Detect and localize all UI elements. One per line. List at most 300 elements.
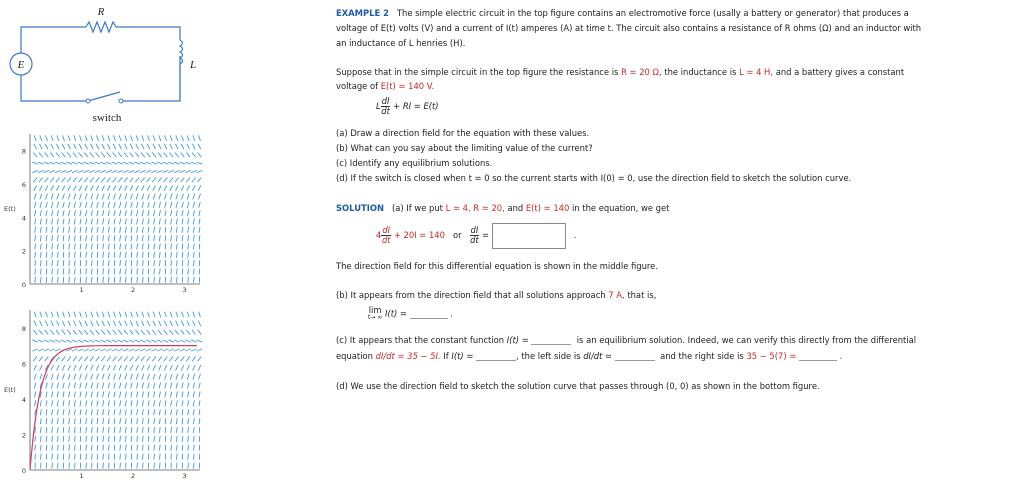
field-segment <box>63 269 64 275</box>
field-segment <box>41 454 42 460</box>
field-segment <box>158 178 162 183</box>
field-segment <box>126 277 127 283</box>
field-segment <box>125 392 126 398</box>
field-segment <box>120 252 121 258</box>
field-segment <box>69 392 70 398</box>
field-segment <box>137 244 138 250</box>
field-segment <box>80 418 81 424</box>
field-segment <box>102 374 104 380</box>
field-segment <box>199 244 200 250</box>
field-segment <box>175 330 179 335</box>
field-segment <box>58 454 59 460</box>
field-segment <box>131 244 132 250</box>
field-segment <box>56 330 60 335</box>
field-segment <box>171 392 172 398</box>
field-segment <box>97 374 99 380</box>
y-tick-label: 2 <box>21 431 26 440</box>
field-segment <box>85 210 86 216</box>
equation-rest: + RI = E(t) <box>393 101 439 111</box>
field-segment <box>63 383 64 389</box>
field-segment <box>142 374 144 380</box>
field-segment <box>193 374 195 380</box>
field-segment <box>68 321 71 326</box>
field-segment <box>69 260 70 266</box>
field-segment <box>80 219 81 225</box>
field-segment <box>46 445 47 451</box>
field-segment <box>69 252 70 258</box>
equation-l: L <box>376 101 381 111</box>
field-segment <box>142 436 143 442</box>
field-segment <box>85 185 88 190</box>
field-segment <box>91 260 92 266</box>
field-segment <box>51 185 54 190</box>
field-segment <box>68 374 70 380</box>
field-segment <box>142 194 144 200</box>
field-segment <box>102 202 104 208</box>
field-segment <box>35 463 36 469</box>
field-segment <box>188 445 189 451</box>
field-segment <box>119 185 122 190</box>
field-segment <box>170 185 173 190</box>
field-segment <box>103 260 104 266</box>
field-segment <box>97 409 98 415</box>
field-segment <box>182 269 183 275</box>
field-segment <box>69 227 70 233</box>
field-segment <box>72 349 78 351</box>
field-segment <box>108 374 110 380</box>
field-segment <box>165 400 166 406</box>
field-segment <box>96 365 99 370</box>
field-segment <box>177 463 178 469</box>
suppose-text-2: the inductance is <box>664 67 737 77</box>
field-segment <box>176 202 178 208</box>
field-segment <box>120 235 121 241</box>
field-segment <box>198 144 201 149</box>
field-segment <box>119 144 122 149</box>
equilibrium-answer-input[interactable] <box>531 334 571 345</box>
field-segment <box>57 227 58 233</box>
field-segment <box>197 349 203 351</box>
field-segment <box>57 365 60 370</box>
inductance-value: L = 4 H, <box>739 67 774 77</box>
field-segment <box>102 383 103 389</box>
field-segment <box>91 312 93 318</box>
field-segment <box>159 409 160 415</box>
field-segment <box>175 144 178 149</box>
field-segment <box>63 219 64 225</box>
field-segment <box>35 454 36 460</box>
field-segment <box>198 365 201 370</box>
field-segment <box>188 252 189 258</box>
field-segment <box>130 178 134 183</box>
field-segment <box>170 135 172 141</box>
field-segment <box>79 321 82 326</box>
field-segment <box>181 135 183 141</box>
field-segment <box>181 194 183 200</box>
field-segment <box>35 400 36 406</box>
field-segment <box>52 269 53 275</box>
field-segment <box>108 235 109 241</box>
field-segment <box>52 454 53 460</box>
suppose-text: Suppose that in the simple circuit in the top figure the resistance is <box>336 67 619 77</box>
field-segment <box>165 409 166 415</box>
field-segment <box>108 400 109 406</box>
field-segment <box>199 374 201 380</box>
field-segment <box>140 349 146 351</box>
field-segment <box>137 454 138 460</box>
field-segment <box>177 277 178 283</box>
field-segment <box>120 454 121 460</box>
field-segment <box>51 135 53 141</box>
equation-num: dI <box>381 96 390 106</box>
field-segment <box>199 454 200 460</box>
field-segment <box>125 219 126 225</box>
field-segment <box>193 383 194 389</box>
field-segment <box>119 365 122 370</box>
field-segment <box>171 463 172 469</box>
field-segment <box>154 392 155 398</box>
field-segment <box>148 436 149 442</box>
field-segment <box>136 194 138 200</box>
field-segment <box>86 409 87 415</box>
rhs-answer-input[interactable] <box>799 350 837 361</box>
field-segment <box>46 210 47 216</box>
field-segment <box>96 194 98 200</box>
field-segment <box>142 135 144 141</box>
field-segment <box>80 235 81 241</box>
field-segment <box>131 219 132 225</box>
field-segment <box>143 277 144 283</box>
limit-answer-input[interactable] <box>410 308 448 319</box>
field-segment <box>102 312 104 318</box>
it-answer-input[interactable] <box>476 350 516 361</box>
lim-expression: I(t) = <box>384 308 407 319</box>
field-segment <box>69 418 70 424</box>
field-segment <box>142 244 143 250</box>
field-segment <box>40 194 42 200</box>
field-segment <box>193 135 195 141</box>
field-segment <box>193 194 195 200</box>
field-segment <box>180 162 186 164</box>
example-text-panel <box>336 0 1020 493</box>
field-segment <box>102 210 103 216</box>
field-segment <box>199 227 200 233</box>
field-segment <box>113 365 116 370</box>
field-segment <box>129 162 135 164</box>
field-segment <box>120 227 121 233</box>
field-segment <box>58 463 59 469</box>
field-segment <box>63 210 64 216</box>
field-segment <box>103 418 104 424</box>
field-segment <box>113 135 115 141</box>
field-segment <box>153 144 156 149</box>
field-segment <box>108 194 110 200</box>
field-segment <box>85 374 87 380</box>
field-segment <box>176 409 177 415</box>
field-segment <box>40 400 41 406</box>
field-segment <box>75 454 76 460</box>
field-segment <box>125 194 127 200</box>
field-segment <box>182 312 184 318</box>
field-segment <box>175 153 179 158</box>
field-segment <box>69 427 70 433</box>
field-segment <box>188 219 189 225</box>
field-segment <box>187 374 189 380</box>
field-segment <box>154 409 155 415</box>
field-segment <box>96 357 100 362</box>
field-segment <box>123 349 129 351</box>
field-segment <box>63 463 64 469</box>
field-segment <box>107 357 111 362</box>
didt-answer-input[interactable] <box>492 223 566 249</box>
field-segment <box>131 260 132 266</box>
field-segment <box>193 321 196 326</box>
field-segment <box>69 219 70 225</box>
field-segment <box>57 202 59 208</box>
field-segment <box>96 330 100 335</box>
field-segment <box>40 135 42 141</box>
field-segment <box>134 340 140 342</box>
field-segment <box>68 185 71 190</box>
field-segment <box>103 400 104 406</box>
field-segment <box>148 269 149 275</box>
field-segment <box>120 219 121 225</box>
field-segment <box>199 400 200 406</box>
field-segment <box>117 340 123 342</box>
field-segment <box>46 202 48 208</box>
field-segment <box>188 260 189 266</box>
field-segment <box>32 162 38 164</box>
field-segment <box>74 135 76 141</box>
field-segment <box>176 427 177 433</box>
field-segment <box>97 445 98 451</box>
field-segment <box>108 202 110 208</box>
field-segment <box>86 463 87 469</box>
field-segment <box>137 418 138 424</box>
field-segment <box>159 244 160 250</box>
lim-dot: . <box>450 308 453 319</box>
field-segment <box>46 436 47 442</box>
field-segment <box>147 153 151 158</box>
field-segment <box>46 219 47 225</box>
field-segment <box>52 260 53 266</box>
field-segment <box>67 178 71 183</box>
field-segment <box>95 170 101 172</box>
field-segment <box>124 178 128 183</box>
limit-expression <box>368 306 453 322</box>
field-segment <box>57 409 58 415</box>
field-segment <box>159 227 160 233</box>
field-segment <box>114 244 115 250</box>
x-tick-label: 1 <box>79 472 84 480</box>
solution-c-text2: is an equilibrium solution. Indeed, we can verify this directly from the differential <box>576 335 917 345</box>
field-segment <box>118 178 122 183</box>
field-segment <box>109 463 110 469</box>
field-segment <box>114 409 115 415</box>
field-segment <box>137 252 138 258</box>
field-segment <box>34 135 36 141</box>
field-segment <box>192 144 195 149</box>
field-segment <box>171 445 172 451</box>
field-segment <box>164 321 167 326</box>
field-segment <box>34 210 35 216</box>
field-segment <box>141 357 145 362</box>
field-segment <box>55 340 61 342</box>
field-segment <box>130 330 134 335</box>
field-segment <box>120 445 121 451</box>
field-segment <box>55 162 61 164</box>
field-segment <box>160 277 161 283</box>
field-segment <box>74 392 75 398</box>
field-segment <box>125 244 126 250</box>
solution-heading: SOLUTION <box>336 203 384 213</box>
field-segment <box>175 178 179 183</box>
field-segment <box>181 144 184 149</box>
field-segment <box>73 330 77 335</box>
field-segment <box>182 260 183 266</box>
y-tick-label: 4 <box>21 395 26 404</box>
solution-b-text: (b) It appears from the direction field that all solutions approach <box>336 290 606 300</box>
field-segment <box>39 144 42 149</box>
solution-d-text: (d) We use the direction field to sketch the solution curve that passes through (0, 0) as shown in the bottom figure. <box>336 381 820 391</box>
field-segment <box>40 235 41 241</box>
field-segment <box>120 463 121 469</box>
field-segment <box>46 227 47 233</box>
field-segment <box>191 170 197 172</box>
field-segment <box>97 244 98 250</box>
field-segment <box>85 321 88 326</box>
field-segment <box>63 427 64 433</box>
field-segment <box>35 445 36 451</box>
field-segment <box>108 365 111 370</box>
c-equation-word: equation <box>336 351 373 361</box>
c-equation: dI/dt = 35 − 5I. <box>375 351 441 361</box>
field-segment <box>57 383 58 389</box>
field-segment <box>91 400 92 406</box>
field-segment <box>119 383 120 389</box>
field-segment <box>131 312 133 318</box>
field-segment <box>63 252 64 258</box>
field-segment <box>69 244 70 250</box>
field-segment <box>165 392 166 398</box>
field-segment <box>38 170 44 172</box>
field-segment <box>125 210 126 216</box>
field-segment <box>80 427 81 433</box>
equation-num-3: dI <box>470 225 479 235</box>
field-segment <box>135 357 139 362</box>
field-segment <box>176 365 179 370</box>
field-segment <box>170 365 173 370</box>
field-segment <box>125 409 126 415</box>
y-axis-label: E(t) <box>4 205 16 213</box>
field-segment <box>35 227 36 233</box>
field-segment <box>123 162 129 164</box>
example-text-line3: an inductance of L henries (H). <box>336 38 466 48</box>
field-segment <box>188 454 189 460</box>
field-segment <box>106 170 112 172</box>
field-segment <box>159 365 162 370</box>
field-segment <box>96 144 99 149</box>
field-segment <box>74 252 75 258</box>
field-segment <box>146 340 152 342</box>
field-segment <box>131 210 132 216</box>
field-segment <box>58 277 59 283</box>
field-segment <box>109 269 110 275</box>
field-segment <box>137 269 138 275</box>
field-segment <box>154 277 155 283</box>
field-segment <box>35 427 36 433</box>
field-segment <box>193 252 194 258</box>
field-segment <box>103 427 104 433</box>
field-segment <box>151 349 157 351</box>
suppose-text-3: and a battery gives a constant <box>775 67 905 77</box>
field-segment <box>34 202 36 208</box>
field-segment <box>61 340 67 342</box>
field-segment <box>108 321 111 326</box>
field-segment <box>136 210 137 216</box>
field-segment <box>154 436 155 442</box>
field-segment <box>118 357 122 362</box>
field-segment <box>62 357 66 362</box>
field-segment <box>140 170 146 172</box>
field-segment <box>91 418 92 424</box>
field-segment <box>165 454 166 460</box>
field-segment <box>86 277 87 283</box>
field-segment <box>80 202 82 208</box>
field-segment <box>142 219 143 225</box>
field-segment <box>63 409 64 415</box>
field-segment <box>182 210 183 216</box>
field-segment <box>79 178 83 183</box>
field-segment <box>52 252 53 258</box>
field-segment <box>131 277 132 283</box>
equation-or: or <box>452 230 462 240</box>
field-segment <box>123 340 129 342</box>
field-segment <box>63 277 64 283</box>
field-segment <box>119 210 120 216</box>
field-segment <box>103 454 104 460</box>
field-segment <box>158 153 162 158</box>
field-segment <box>89 170 95 172</box>
field-segment <box>52 436 53 442</box>
field-segment <box>92 454 93 460</box>
field-segment <box>40 418 41 424</box>
field-segment <box>49 170 55 172</box>
field-segment <box>79 185 82 190</box>
field-segment <box>159 202 161 208</box>
field-segment <box>86 235 87 241</box>
field-segment <box>114 235 115 241</box>
field-segment <box>199 210 200 216</box>
field-segment <box>198 178 202 183</box>
field-segment <box>125 321 128 326</box>
field-segment <box>164 194 166 200</box>
field-segment <box>177 269 178 275</box>
field-segment <box>131 202 133 208</box>
didt-value-input[interactable] <box>615 350 655 361</box>
field-segment <box>74 194 76 200</box>
field-segment <box>186 330 190 335</box>
field-segment <box>134 170 140 172</box>
field-segment <box>193 260 194 266</box>
field-segment <box>188 427 189 433</box>
field-segment <box>89 162 95 164</box>
field-segment <box>154 445 155 451</box>
field-segment <box>165 202 167 208</box>
field-segment <box>192 330 196 335</box>
field-segment <box>74 312 76 318</box>
field-segment <box>176 374 178 380</box>
